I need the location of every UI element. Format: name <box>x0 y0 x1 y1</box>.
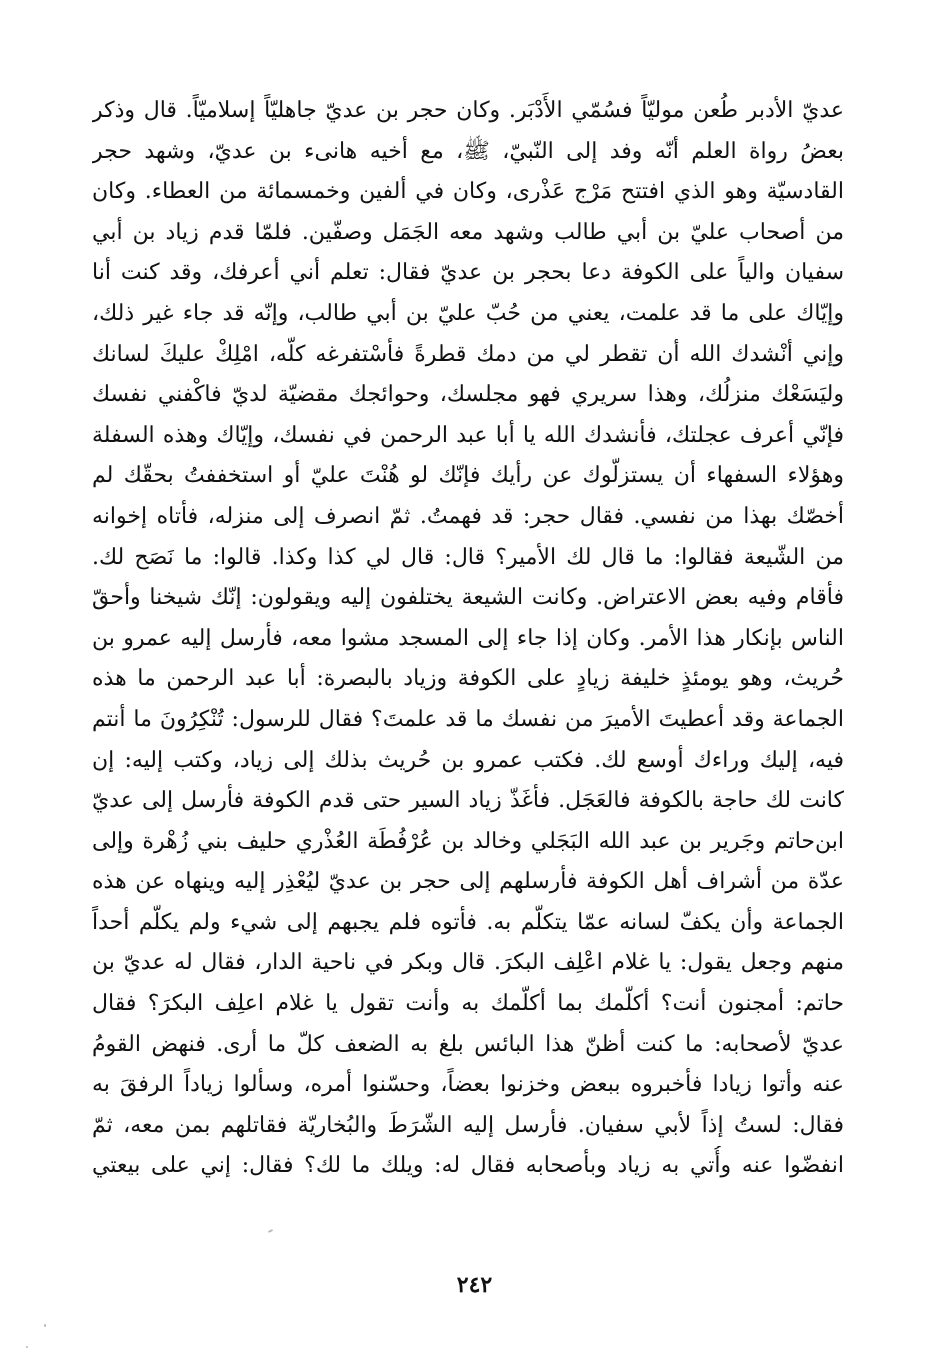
text-line: من أصحاب عليّ بن أبي طالب وشهد معه الجَمَل وصفّين. فلمّا قدم زياد بن أبي <box>92 219 844 245</box>
text-line: وإني أنْشدك الله أن تقطر لي من دمك قطرةً فأسْتفرغه كلّه، امْلِكْ عليكَ لسانك <box>92 341 844 367</box>
text-line: حُريث، وهو يومئذٍ خليفة زيادٍ على الكوفة وزياد بالبصرة: أبا عبد الرحمن ما هذه <box>92 666 844 692</box>
text-line: فيه، إليك وراءك أوسع لك. فكتب عمرو بن حُريث بذلك إلى زياد، وكتب إليه: إن <box>92 747 844 773</box>
text-line: حاتم: أمجنون أنت؟ أكلّمك بما أكلّمك به وأنت تقول يا غلام اعلِف البكرَ؟ فقال <box>92 991 844 1017</box>
page-number: ٢٤٢ <box>456 1272 493 1298</box>
text-line: منهم وجعل يقول: يا غلام اعْلِف البكرَ. قال وبكر في ناحية الدار، فقال له عديّ بن <box>92 950 844 976</box>
text-line: فإنّي أعرف عجلتك، فأنشدك الله يا أبا عبد الرحمن في نفسك، وإيّاك وهذه السفلة <box>92 422 844 448</box>
scan-speck <box>26 1346 28 1348</box>
text-line: وإيّاك على ما قد علمت، يعني من حُبّ عليّ بن أبي طالب، وإنّه قد جاء غير ذلك، <box>92 300 844 326</box>
text-line: وهؤلاء السفهاء أن يستزلّوك عن رأيك فإنّك لو هُنْتَ عليّ أو استخففتُ بحقّك لم <box>92 463 844 489</box>
body-text <box>92 91 844 1187</box>
scan-speck <box>268 1229 273 1233</box>
text-line: سفيان والياً على الكوفة دعا بحجر بن عديّ فقال: تعلم أني أعرفك، وقد كنت أنا <box>92 260 844 286</box>
text-line: وليَسَعْك منزلُك، وهذا سريري فهو مجلسك، وحوائجك مقضيّة لديّ فاكْفني نفسك <box>92 382 844 408</box>
text-line: انفضّوا عنه وأُتي به زياد وبأصحابه فقال له: ويلك ما لك؟ فقال: إني على بيعتي <box>92 1153 844 1179</box>
text-line: ابن‌حاتم وجَرير بن عبد الله البَجَلي وخالد بن عُرْفُطَة العُذْري حليف بني زُهْرة وإلى <box>92 828 844 854</box>
text-line: عدّة من أشراف أهل الكوفة فأرسلهم إلى حجر بن عديّ ليُعْذِر إليه وينهاه عن هذه <box>92 869 844 895</box>
text-line: عديّ لأصحابه: ما كنت أظنّ هذا البائس بلغ به الضعف كلّ ما أرى. فنهض القومُ <box>92 1031 844 1057</box>
text-line: فقال: لستُ إذاً لأبي سفيان. فأرسل إليه الشّرَطَ والبُخاريّة فقاتلهم بمن معه، ثمّ <box>92 1112 844 1138</box>
text-line: أخصّك بهذا من نفسي. فقال حجر: قد فهمتُ. ثمّ انصرف إلى منزله، فأتاه إخوانه <box>92 503 844 529</box>
text-line: القادسيّة وهو الذي افتتح مَرْج عَذْرى، وكان في ألفين وخمسمائة من العطاء. وكان <box>92 179 844 205</box>
text-line: عديّ الأدبر طُعن موليّاً فسُمّي الأَدْبَر. وكان حجر بن عديّ جاهليّاً إسلاميّاً. قال وذكر <box>92 98 844 123</box>
text-line: بعضُ رواة العلم أنّه وفد إلى النّبيّ، ﷺ، مع أخيه هانىء بن عديّ، وشهد حجر <box>92 138 844 164</box>
text-line: الجماعة وقد أعطيتَ الأميرَ من نفسك ما قد علمتَ؟ فقال للرسول: تُنْكِرُونَ ما أنتم <box>92 706 844 732</box>
text-line: فأقام وفيه بعض الاعتراض. وكانت الشيعة يختلفون إليه ويقولون: إنّك شيخنا وأحقّ <box>92 585 844 611</box>
text-line: من الشّيعة فقالوا: ما قال لك الأمير؟ قال: قال لي كذا وكذا. قالوا: ما نَصَح لك. <box>92 544 844 570</box>
text-line: عنه وأتوا زيادا فأخبروه ببعض وخزنوا بعضاً، وحسّنوا أمره، وسألوا زياداً الرفقَ به <box>92 1072 844 1098</box>
text-line: الجماعة وأن يكفّ لسانه عمّا يتكلّم به. فأتوه فلم يجبهم إلى شيء ولم يكلّم أحداً <box>92 909 844 935</box>
text-line: الناس بإنكار هذا الأمر. وكان إذا جاء إلى المسجد مشوا معه، فأرسل إليه عمرو بن <box>92 625 844 651</box>
text-line: كانت لك حاجة بالكوفة فالعَجَل. فأغَذّ زياد السير حتى قدم الكوفة فأرسل إلى عديّ <box>92 788 844 814</box>
scan-speck <box>44 1324 46 1327</box>
